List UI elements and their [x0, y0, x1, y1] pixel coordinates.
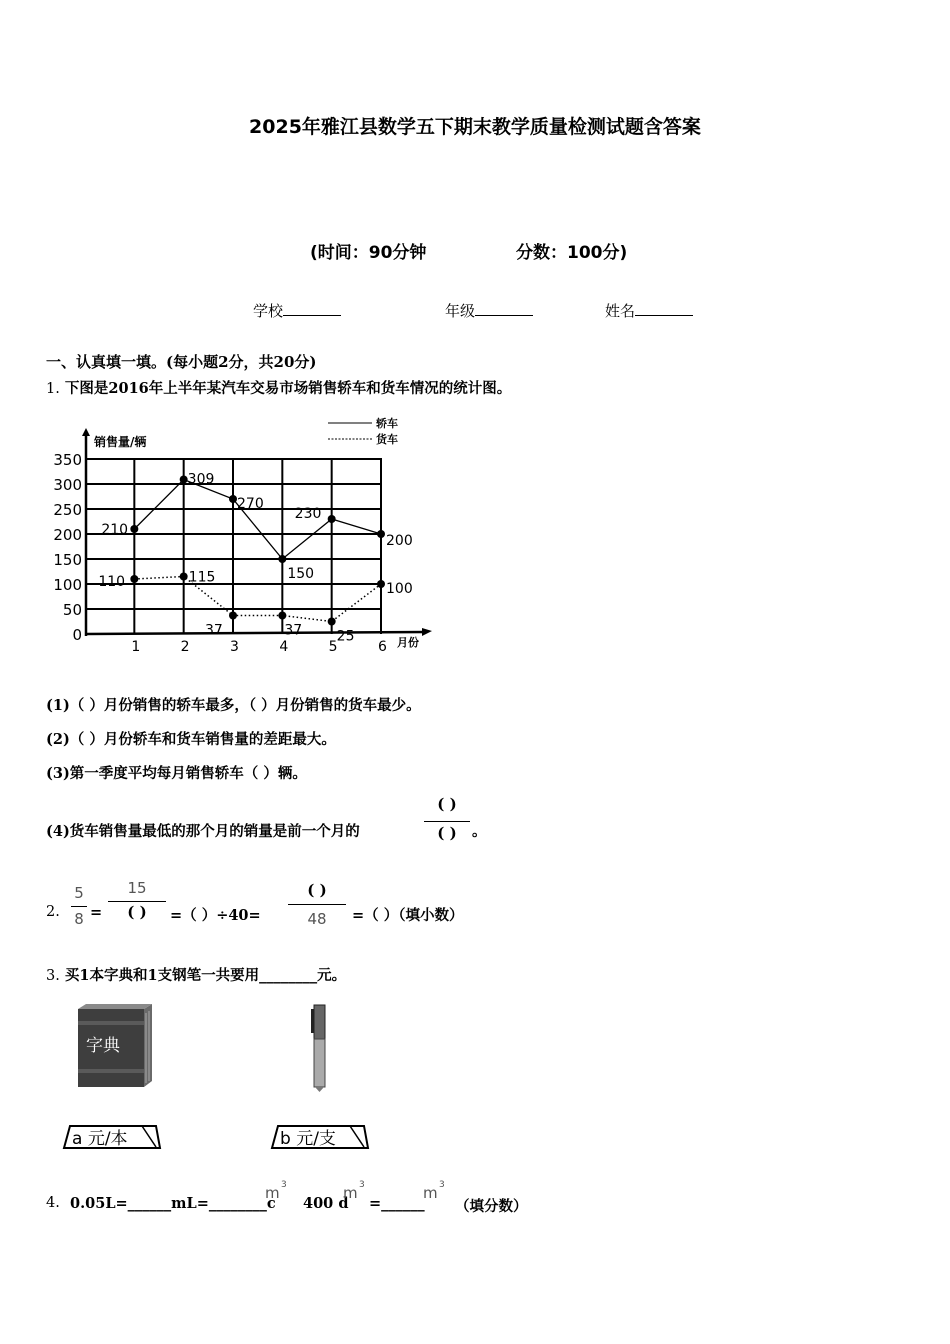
price-tag-b-text: b 元/支 — [280, 1129, 336, 1149]
data-label: 25 — [336, 628, 355, 645]
x-tick-label: 5 — [328, 639, 338, 655]
q4-unit-m-1: m — [265, 1184, 280, 1202]
name-blank[interactable] — [635, 301, 693, 316]
q2-fraction2-denominator[interactable]: ( ) — [127, 903, 147, 921]
y-axis-arrow — [82, 428, 90, 436]
question-3-text: 买1本字典和1支钢笔一共要用________元。 — [64, 967, 347, 984]
question-1-sub3: (3)第一季度平均每月销售轿车（ ）辆。 — [46, 765, 307, 782]
sub4-fraction-bar — [424, 821, 470, 822]
chart-legend — [328, 416, 398, 446]
time-label: (时间：90分钟 — [310, 243, 427, 263]
q4-unit-m-2: m — [343, 1184, 358, 1202]
question-1-sub1: (1)（ ）月份销售的轿车最多，（ ）月份销售的货车最少。 — [46, 697, 421, 714]
q4-exponent-2: 3 — [359, 1180, 365, 1190]
data-point — [278, 612, 286, 620]
section-heading: 一、认真填一填。(每小题2分，共20分) — [46, 353, 317, 371]
data-label: 150 — [287, 566, 315, 582]
data-point — [180, 573, 188, 581]
data-label: 37 — [205, 622, 223, 639]
q2-fraction2-bar — [108, 901, 166, 902]
x-axis — [86, 632, 426, 634]
data-label: 100 — [386, 581, 413, 597]
data-point — [229, 612, 237, 620]
q2-fraction3-denominator: 48 — [307, 910, 327, 928]
y-tick-label: 0 — [72, 626, 82, 644]
q4-unit-m-3: m — [423, 1184, 438, 1202]
data-point — [130, 575, 138, 583]
x-tick-label: 3 — [230, 639, 239, 655]
x-tick-label: 6 — [378, 639, 387, 655]
question-3-number: 3. — [46, 968, 60, 984]
q2-fraction1-numerator: 5 — [74, 884, 84, 902]
data-point — [130, 525, 138, 533]
question-1 — [46, 377, 511, 398]
sub4-end: 。 — [472, 823, 487, 840]
q4-exponent-3: 3 — [439, 1180, 445, 1190]
sales-line-chart — [50, 410, 450, 660]
dictionary-icon — [74, 1003, 156, 1089]
score-label: 分数：100分) — [516, 243, 628, 263]
y-tick-label: 150 — [53, 551, 82, 569]
data-label: 309 — [187, 471, 215, 488]
data-point — [328, 515, 336, 523]
data-label: 115 — [188, 569, 216, 586]
legend-label-truck: 货车 — [376, 433, 398, 446]
x-tick-label: 1 — [131, 639, 141, 655]
question-1-sub4: (4)货车销售量最低的那个月的销量是前一个月的 — [46, 823, 360, 840]
school-blank[interactable] — [283, 301, 341, 316]
data-point — [278, 555, 286, 563]
data-point — [229, 495, 237, 503]
question-3 — [46, 964, 346, 985]
price-tag-b — [268, 1123, 372, 1151]
x-tick-label: 4 — [279, 639, 289, 655]
q4-part3: =______ — [369, 1195, 425, 1212]
grade-blank[interactable] — [475, 301, 533, 316]
series-line-car — [134, 480, 381, 560]
x-axis-label: 月份 — [397, 636, 419, 649]
q2-end: =（ ）（填小数） — [352, 907, 464, 924]
school-field — [253, 300, 341, 321]
q2-middle: =（ ）÷40= — [170, 907, 261, 924]
y-tick-label: 100 — [53, 576, 82, 594]
q2-fraction3-numerator[interactable]: ( ) — [307, 881, 327, 899]
dictionary-label: 字典 — [86, 1036, 120, 1056]
question-1-number: 1. — [46, 381, 60, 397]
question-2-number: 2. — [46, 904, 60, 920]
page-title: 2025年雅江县数学五下期末教学质量检测试题含答案 — [249, 116, 701, 138]
data-label: 200 — [386, 533, 413, 549]
q4-part1: 0.05L=______mL=________c — [70, 1195, 276, 1212]
price-tag-a — [60, 1123, 164, 1151]
y-tick-label: 50 — [62, 601, 82, 619]
chart-grid — [86, 459, 382, 634]
q2-equals-1: = — [90, 904, 103, 921]
data-point — [377, 530, 385, 538]
data-label: 110 — [98, 574, 126, 590]
q4-end: （填分数） — [455, 1198, 528, 1215]
data-label: 37 — [284, 622, 303, 639]
q2-fraction1-denominator: 8 — [74, 910, 84, 928]
question-4-number: 4. — [46, 1195, 60, 1211]
x-tick-label: 2 — [180, 639, 190, 655]
q2-fraction3-bar — [288, 904, 346, 905]
data-label: 210 — [101, 522, 129, 538]
grade-label: 年级 — [445, 302, 476, 320]
question-1-sub2: (2)（ ）月份轿车和货车销售量的差距最大。 — [46, 731, 336, 748]
data-label: 270 — [237, 496, 264, 512]
chart-axes — [53, 428, 432, 655]
legend-label-car: 轿车 — [376, 417, 398, 430]
x-axis-arrow — [422, 628, 432, 636]
y-tick-label: 350 — [53, 451, 82, 469]
y-tick-label: 250 — [53, 501, 82, 519]
q4-exponent-1: 3 — [281, 1180, 287, 1190]
name-label: 姓名 — [605, 302, 636, 320]
sub4-fraction-denominator[interactable]: ( ) — [437, 824, 457, 842]
data-point — [180, 476, 188, 484]
y-axis-label: 销售量/辆 — [94, 435, 147, 449]
data-point — [377, 580, 385, 588]
pen-icon — [305, 1003, 333, 1093]
y-tick-label: 300 — [53, 476, 82, 494]
data-point — [328, 618, 336, 626]
sub4-fraction-numerator[interactable]: ( ) — [437, 795, 457, 813]
grade-field — [445, 300, 533, 321]
y-tick-label: 200 — [53, 526, 82, 544]
q2-fraction2-numerator: 15 — [127, 879, 147, 897]
question-1-text: 下图是2016年上半年某汽车交易市场销售轿车和货车情况的统计图。 — [64, 380, 512, 397]
q4-part2: 400 d — [303, 1195, 349, 1212]
price-tag-a-text: a 元/本 — [72, 1129, 128, 1149]
name-field — [605, 300, 693, 321]
school-label: 学校 — [253, 302, 284, 320]
q2-fraction1-bar — [71, 906, 87, 907]
data-label: 230 — [294, 506, 322, 522]
